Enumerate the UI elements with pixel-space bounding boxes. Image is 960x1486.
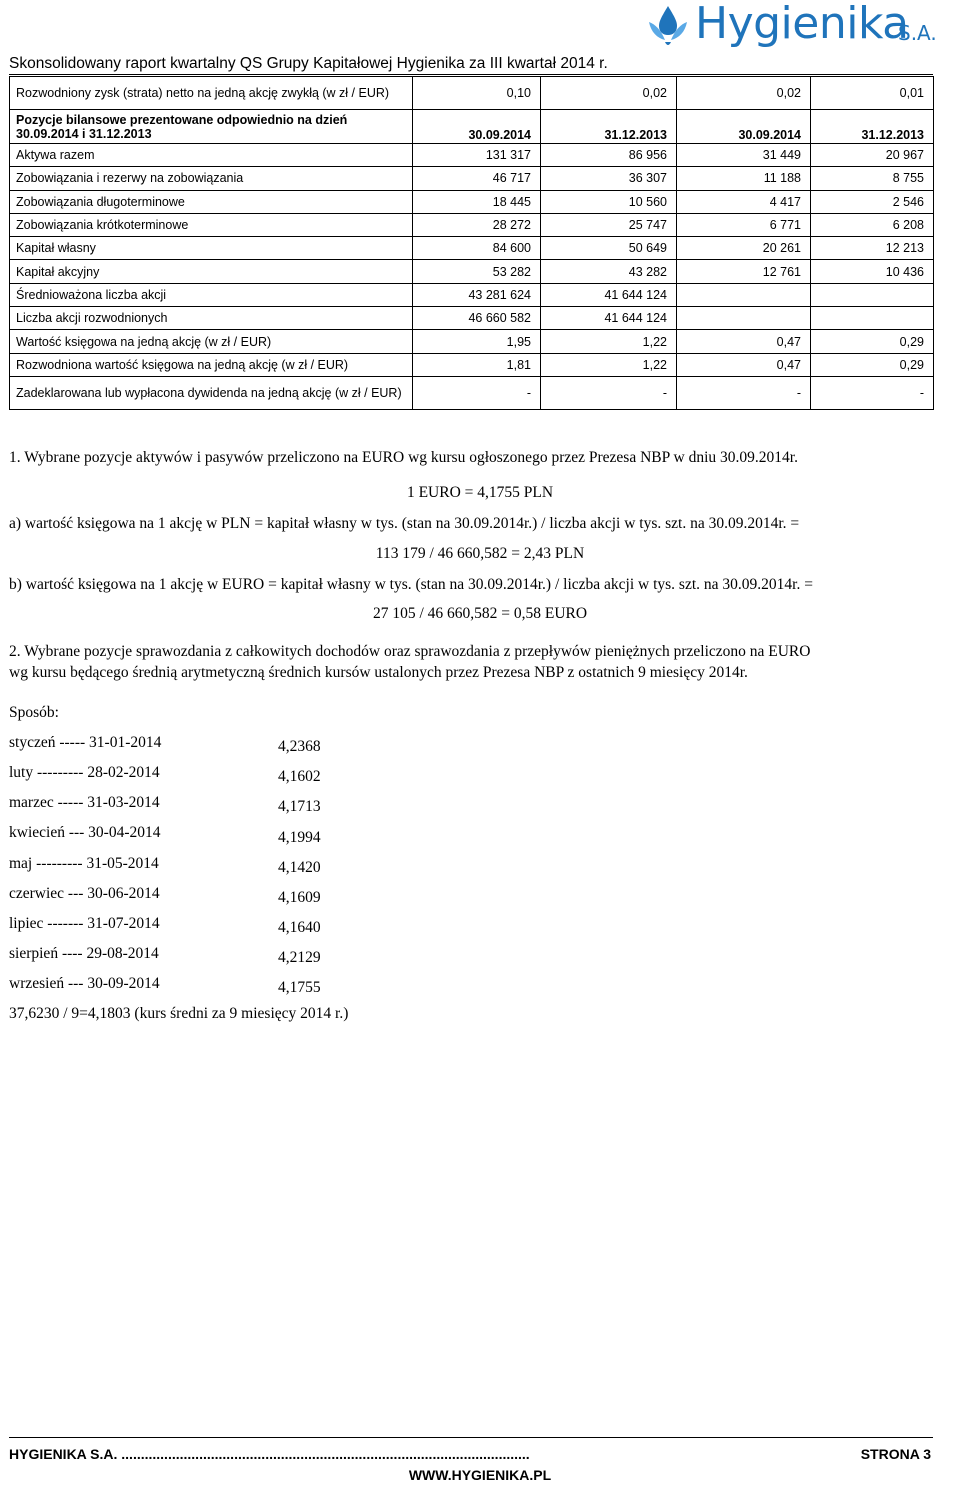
- header-divider: [9, 74, 933, 75]
- cell-value: -: [541, 376, 677, 409]
- cell-value: 43 282: [541, 260, 677, 283]
- row-label: Wartość księgowa na jedną akcję (w zł / EUR): [10, 330, 413, 353]
- cell-value: 0,10: [413, 77, 541, 110]
- exchange-rate: 1 EURO = 4,1755 PLN: [406, 484, 554, 501]
- cell-value: 0,02: [541, 77, 677, 110]
- cell-value: 0,29: [811, 330, 934, 353]
- method-label: Sposób:: [9, 704, 59, 721]
- row-label: Kapitał własny: [10, 237, 413, 260]
- cell-value: 86 956: [541, 144, 677, 167]
- cell-value: [677, 283, 811, 306]
- table-row: [10, 353, 934, 376]
- cell-value: 41 644 124: [541, 283, 677, 306]
- table-row: [10, 77, 934, 110]
- company-logo: [645, 2, 945, 54]
- cell-value: 10 436: [811, 260, 934, 283]
- row-label: Zobowiązania długoterminowe: [10, 190, 413, 213]
- cell-value: 1,22: [541, 353, 677, 376]
- cell-value: 46 660 582: [413, 307, 541, 330]
- month-rate: 4,1602: [278, 768, 321, 785]
- month-rate: 4,1640: [278, 919, 321, 936]
- note-b-calc: 27 105 / 46 660,582 = 0,58 EURO: [372, 605, 588, 622]
- cell-value: 4 417: [677, 190, 811, 213]
- cell-value: 10 560: [541, 190, 677, 213]
- footer-website: WWW.HYGIENIKA.PL: [408, 1467, 552, 1483]
- row-label: Średnioważona liczba akcji: [10, 283, 413, 306]
- cell-value: -: [677, 376, 811, 409]
- column-header: 31.12.2013: [811, 110, 934, 144]
- row-label: Rozwodniony zysk (strata) netto na jedną akcję zwykłą (w zł / EUR): [10, 77, 413, 110]
- month-rate: 4,2368: [278, 738, 321, 755]
- month-label: lipiec ------- 31-07-2014: [9, 915, 160, 932]
- financial-table: [9, 76, 934, 410]
- cell-value: 0,47: [677, 353, 811, 376]
- month-label: sierpień ---- 29-08-2014: [9, 945, 159, 962]
- row-label: Aktywa razem: [10, 144, 413, 167]
- month-label: wrzesień --- 30-09-2014: [9, 975, 160, 992]
- footer-divider: [9, 1437, 933, 1438]
- average-summary: 37,6230 / 9=4,1803 (kurs średni za 9 miesięcy 2014 r.): [9, 1005, 349, 1022]
- cell-value: [811, 283, 934, 306]
- cell-value: 20 261: [677, 237, 811, 260]
- month-rate: 4,1609: [278, 889, 321, 906]
- table-row: [10, 144, 934, 167]
- row-label: Liczba akcji rozwodnionych: [10, 307, 413, 330]
- column-header: 30.09.2014: [413, 110, 541, 144]
- cell-value: 31 449: [677, 144, 811, 167]
- page-number: STRONA 3: [860, 1446, 931, 1462]
- month-label: luty --------- 28-02-2014: [9, 764, 160, 781]
- month-label: maj --------- 31-05-2014: [9, 855, 159, 872]
- month-rate: 4,1994: [278, 829, 321, 846]
- cell-value: 43 281 624: [413, 283, 541, 306]
- cell-value: -: [413, 376, 541, 409]
- cell-value: 0,02: [677, 77, 811, 110]
- footer-company: HYGIENIKA S.A. .........................................................................................................: [9, 1446, 530, 1462]
- cell-value: 50 649: [541, 237, 677, 260]
- cell-value: 46 717: [413, 167, 541, 190]
- cell-value: 12 213: [811, 237, 934, 260]
- month-rate: 4,1420: [278, 859, 321, 876]
- month-rate: 4,1755: [278, 979, 321, 996]
- month-label: marzec ----- 31-03-2014: [9, 794, 160, 811]
- month-label: styczeń ----- 31-01-2014: [9, 734, 162, 751]
- cell-value: 20 967: [811, 144, 934, 167]
- cell-value: 41 644 124: [541, 307, 677, 330]
- note-a-calc: 113 179 / 46 660,582 = 2,43 PLN: [375, 545, 585, 562]
- cell-value: 131 317: [413, 144, 541, 167]
- row-label: Zobowiązania krótkoterminowe: [10, 213, 413, 236]
- cell-value: 25 747: [541, 213, 677, 236]
- table-row: [10, 167, 934, 190]
- cell-value: [677, 307, 811, 330]
- table-row: [10, 260, 934, 283]
- note-1: 1. Wybrane pozycje aktywów i pasywów przeliczono na EURO wg kursu ogłoszonego przez Prezesa NBP w dniu 30.09.2014r.: [9, 449, 798, 466]
- cell-value: 6 771: [677, 213, 811, 236]
- cell-value: 1,95: [413, 330, 541, 353]
- column-header: 30.09.2014: [677, 110, 811, 144]
- cell-value: 11 188: [677, 167, 811, 190]
- table-row: [10, 213, 934, 236]
- cell-value: 0,29: [811, 353, 934, 376]
- cell-value: -: [811, 376, 934, 409]
- table-row: [10, 237, 934, 260]
- column-header: 31.12.2013: [541, 110, 677, 144]
- table-row: [10, 307, 934, 330]
- table-row: [10, 190, 934, 213]
- report-title: Skonsolidowany raport kwartalny QS Grupy Kapitałowej Hygienika za III kwartał 2014 r.: [9, 55, 608, 72]
- row-label: Rozwodniona wartość księgowa na jedną akcję (w zł / EUR): [10, 353, 413, 376]
- cell-value: 12 761: [677, 260, 811, 283]
- cell-value: 0,01: [811, 77, 934, 110]
- brand-name: Hygienika: [695, 0, 909, 49]
- water-drop-icon: [645, 4, 691, 48]
- note-a-text: a) wartość księgowa na 1 akcję w PLN = kapitał własny w tys. (stan na 30.09.2014r.) / liczba akcji w tys. szt. na 30.09.2014r. =: [9, 515, 800, 532]
- table-row: [10, 376, 934, 409]
- cell-value: 18 445: [413, 190, 541, 213]
- row-label: Zadeklarowana lub wypłacona dywidenda na jedną akcję (w zł / EUR): [10, 376, 413, 409]
- note-2-line2: wg kursu będącego średnią arytmetyczną średnich kursów ustalonych przez Prezesa NBP z ostatnich 9 miesięcy 2014r.: [9, 664, 748, 681]
- cell-value: 6 208: [811, 213, 934, 236]
- cell-value: 84 600: [413, 237, 541, 260]
- cell-value: [811, 307, 934, 330]
- table-row: [10, 283, 934, 306]
- table-row: [10, 330, 934, 353]
- cell-value: 36 307: [541, 167, 677, 190]
- cell-value: 1,22: [541, 330, 677, 353]
- cell-value: 0,47: [677, 330, 811, 353]
- header-label: Pozycje bilansowe prezentowane odpowiednio na dzień 30.09.2014 i 31.12.2013: [10, 110, 413, 144]
- row-label: Zobowiązania i rezerwy na zobowiązania: [10, 167, 413, 190]
- month-label: kwiecień --- 30-04-2014: [9, 824, 161, 841]
- month-label: czerwiec --- 30-06-2014: [9, 885, 160, 902]
- brand-suffix: S.A.: [898, 21, 937, 45]
- month-rate: 4,1713: [278, 798, 321, 815]
- row-label: Kapitał akcyjny: [10, 260, 413, 283]
- month-rate: 4,2129: [278, 949, 321, 966]
- cell-value: 28 272: [413, 213, 541, 236]
- cell-value: 8 755: [811, 167, 934, 190]
- cell-value: 1,81: [413, 353, 541, 376]
- cell-value: 53 282: [413, 260, 541, 283]
- cell-value: 2 546: [811, 190, 934, 213]
- table-header-row: [10, 110, 934, 144]
- note-2-line1: 2. Wybrane pozycje sprawozdania z całkowitych dochodów oraz sprawozdania z przepływów pieniężnych przeliczono na EURO: [9, 643, 811, 660]
- note-b-text: b) wartość księgowa na 1 akcję w EURO = kapitał własny w tys. (stan na 30.09.2014r.) / liczba akcji w tys. szt. na 30.09.2014r. =: [9, 576, 813, 593]
